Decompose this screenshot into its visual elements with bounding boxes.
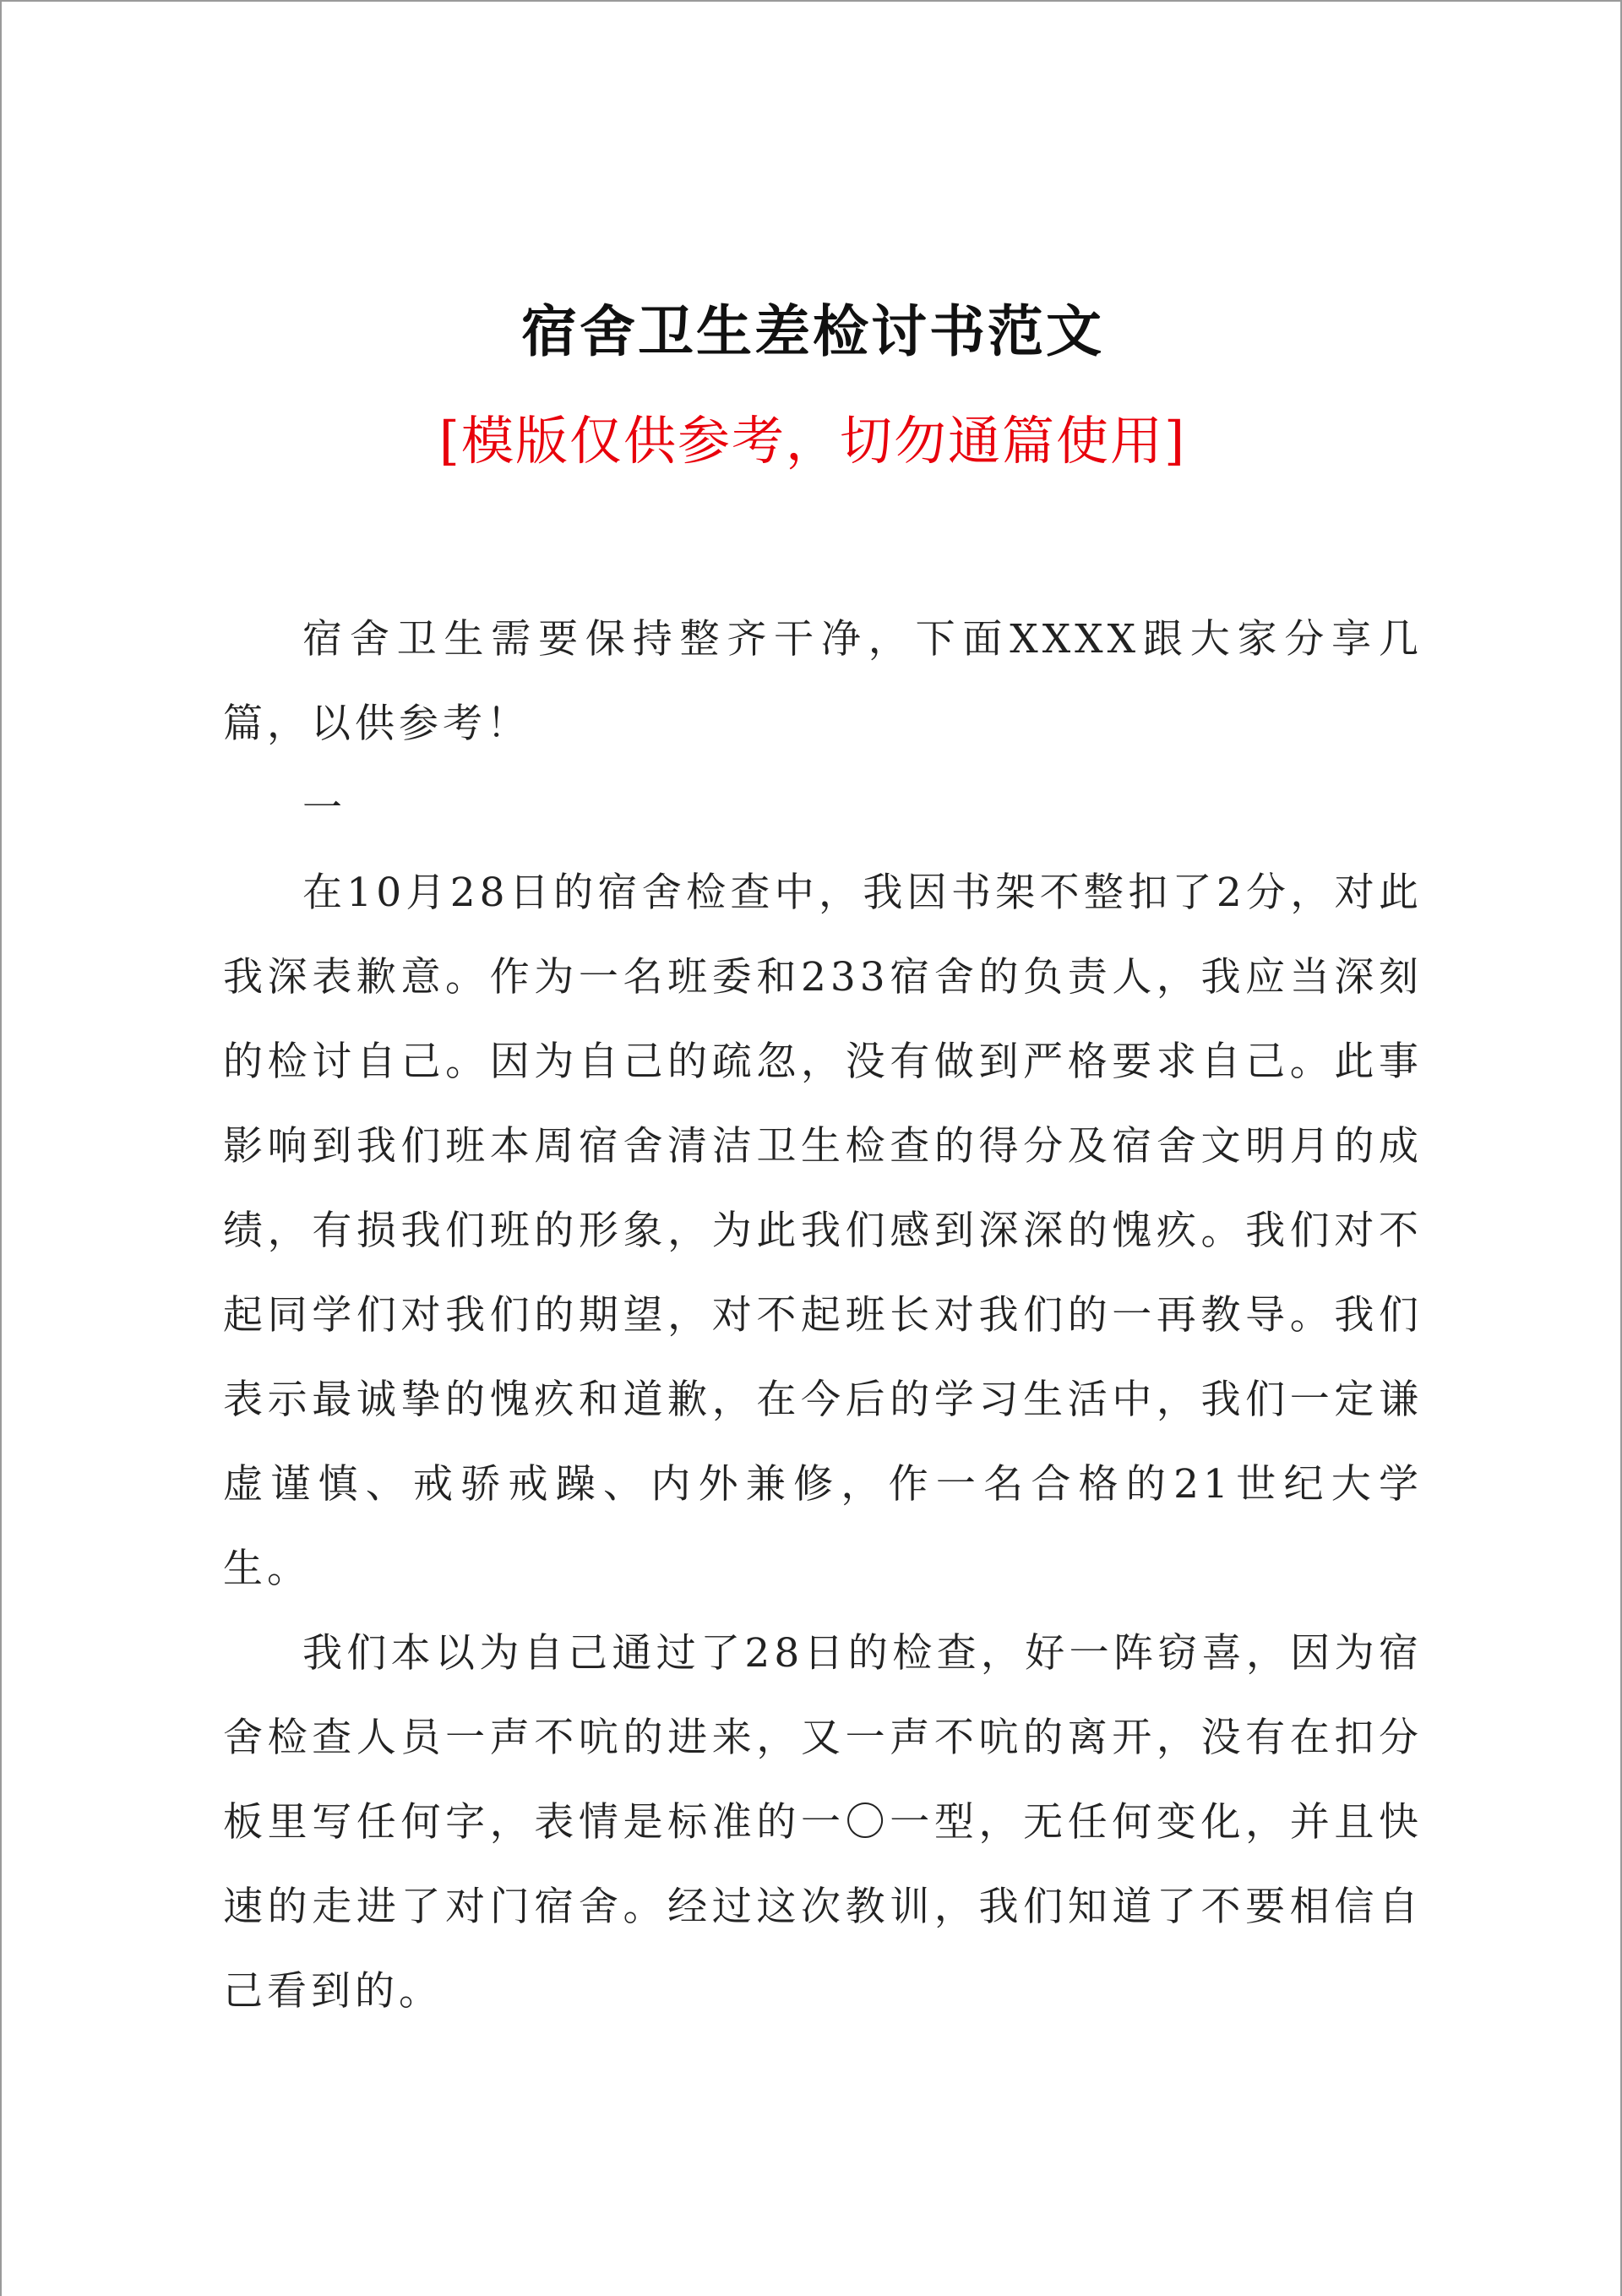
intro-paragraph: 宿舍卫生需要保持整齐干净，下面XXXX跟大家分享几篇，以供参考！ (223, 616, 1423, 747)
document-title: 宿舍卫生差检讨书范文 (521, 298, 1104, 364)
template-notice: [模版仅供参考，切勿通篇使用] (438, 410, 1187, 472)
body-paragraph-1: 在10月28日的宿舍检查中，我因书架不整扣了2分，对此我深表歉意。作为一名班委和233宿舍的负责人，我应当深刻的检讨自己。因为自己的疏忽，没有做到严格要求自己。此事影响到我们班本周宿舍清洁卫生检查的得分及宿舍文明月的成绩，有损我们班的形象，为此我们感到深深的愧疚。我们对不起同学们对我们的期望，对不起班长对我们的一再教导。我们表示最诚挚的愧疚和道歉，在今后的学习生活中，我们一定谦虚谨慎、戒骄戒躁、内外兼修，作一名合格的21世纪大学生。 (223, 870, 1423, 1592)
body-paragraph-2: 我们本以为自己通过了28日的检查，好一阵窃喜，因为宿舍检查人员一声不吭的进来，又一声不吭的离开，没有在扣分板里写任何字，表情是标准的一〇一型，无任何变化，并且快速的走进了对门宿舍。经过这次教训，我们知道了不要相信自己看到的。 (223, 1630, 1423, 2015)
document-body (223, 597, 1423, 2034)
section-number: 一 (302, 785, 346, 832)
